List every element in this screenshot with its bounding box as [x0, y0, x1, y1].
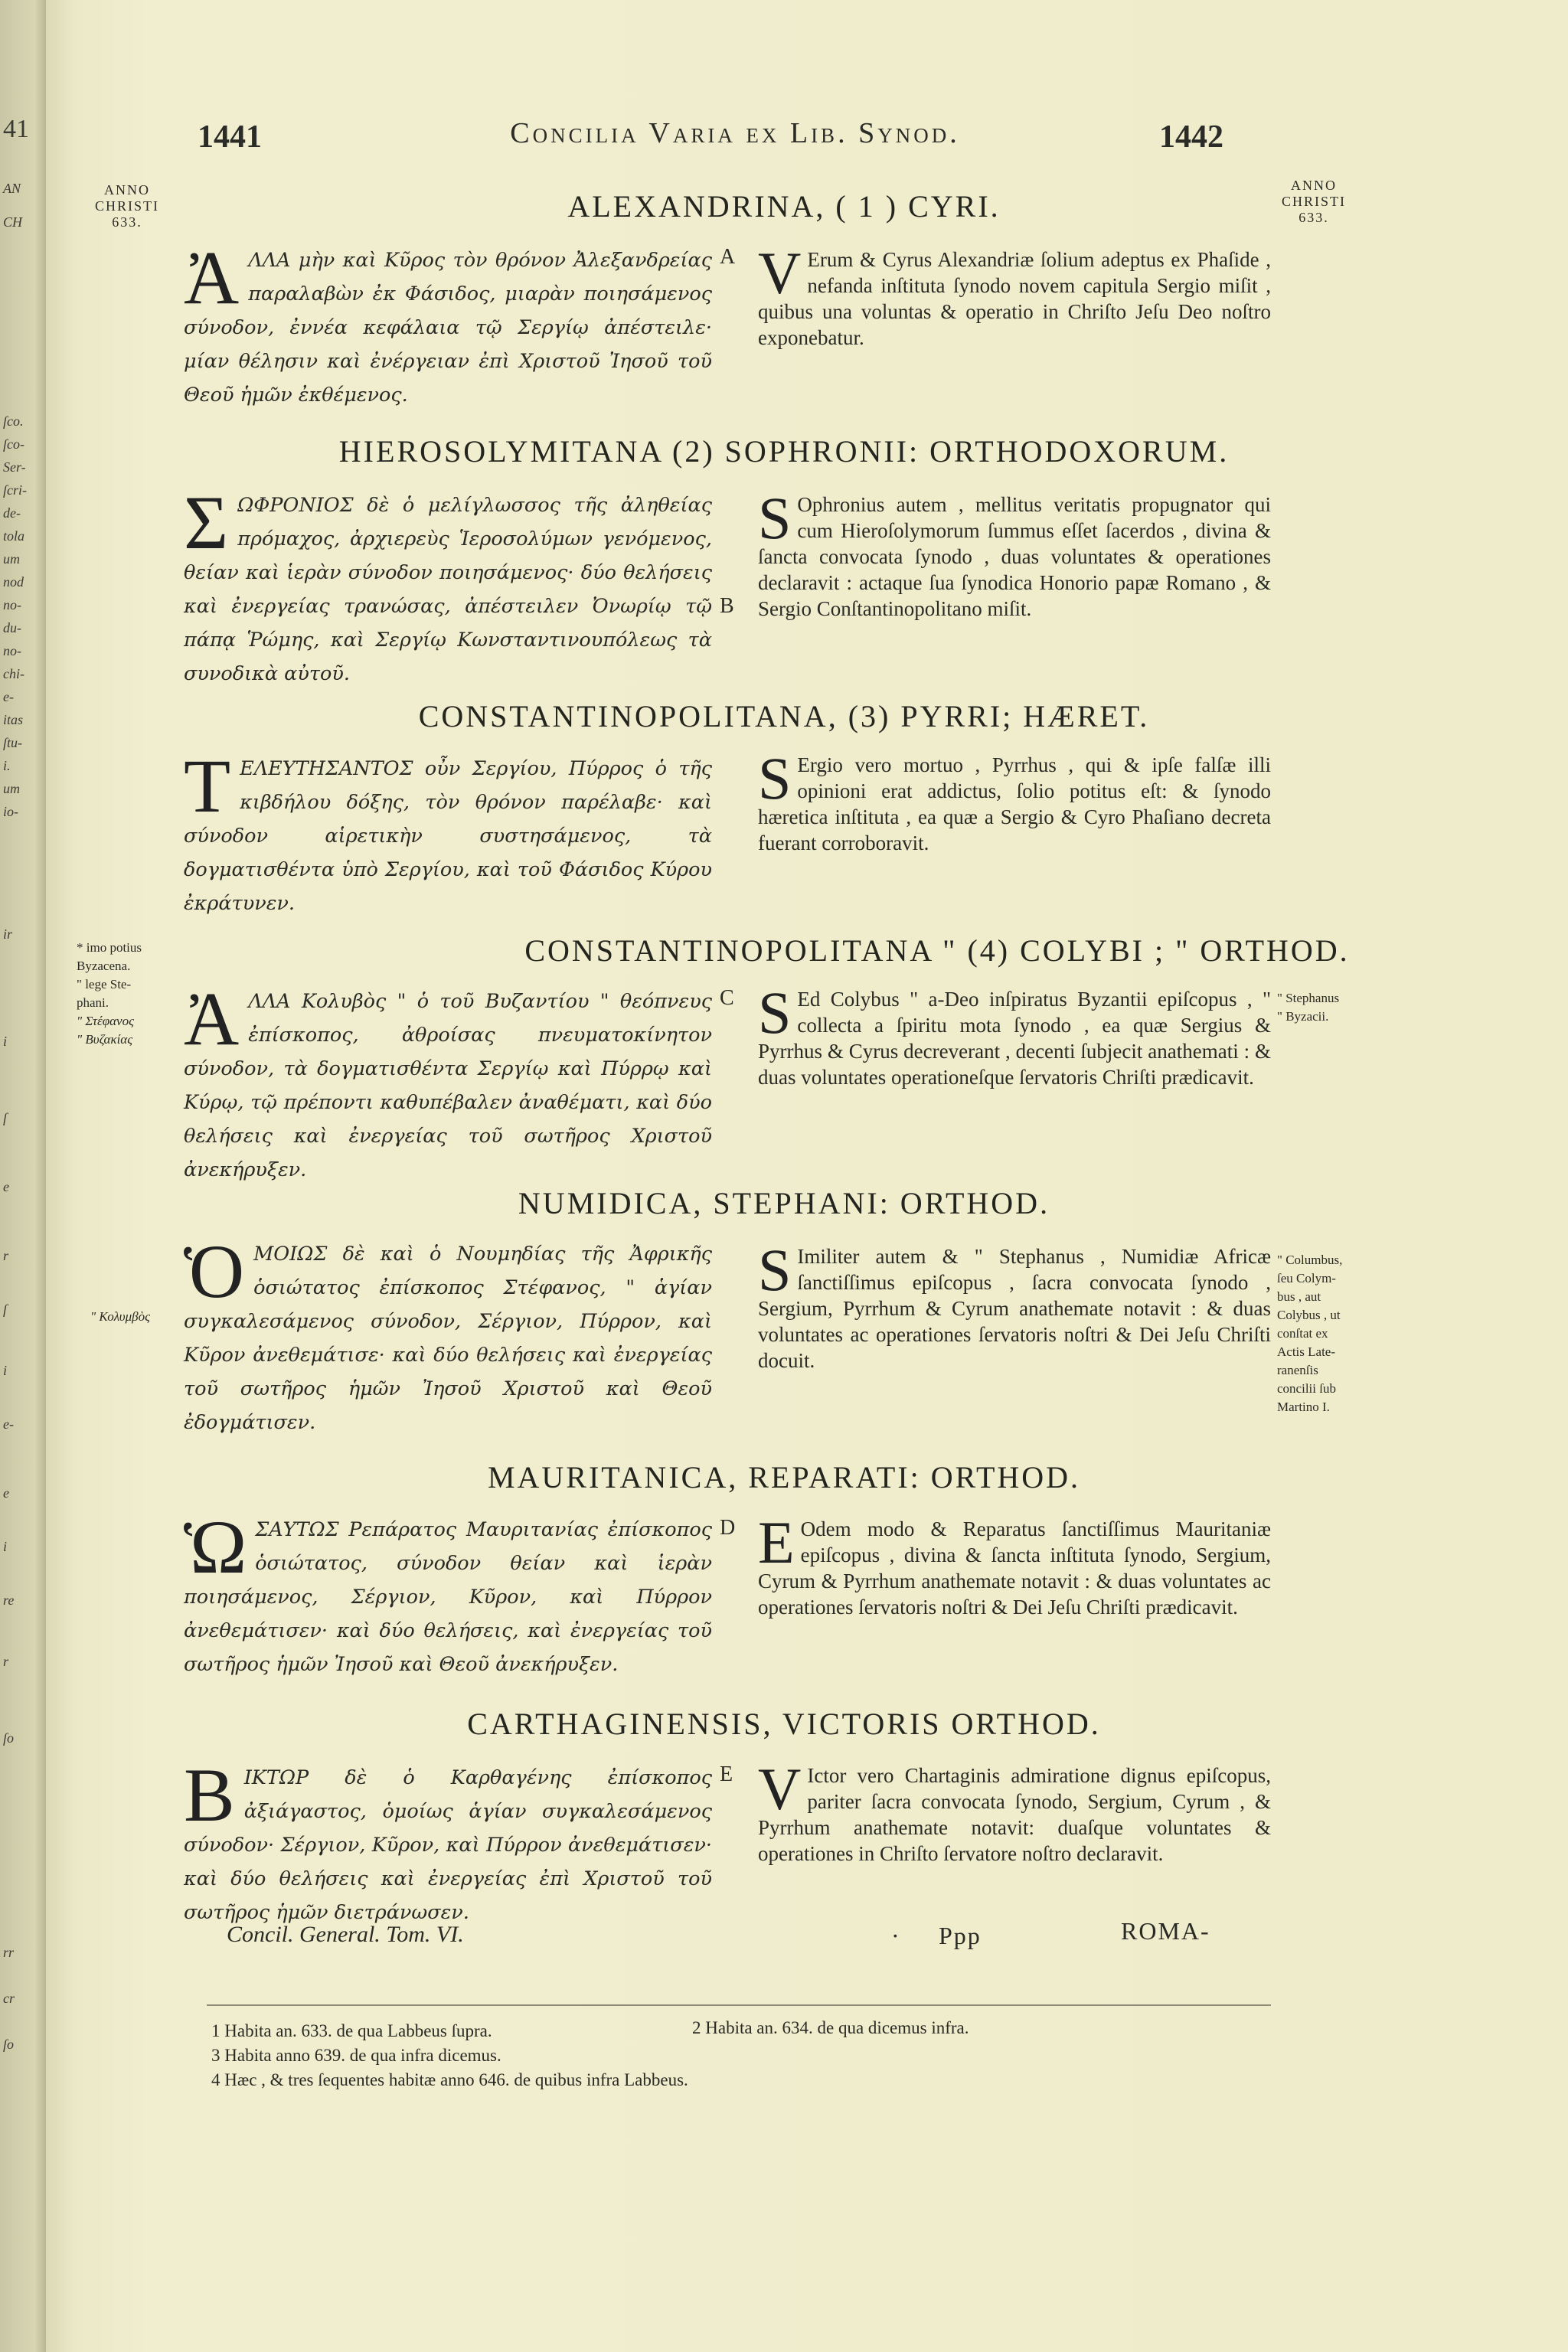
greek-text-mauritanica: [184, 1504, 712, 1681]
note-line: " Byzacii.: [1277, 1009, 1329, 1024]
greek-paragraph: ΩΦΡΟΝΙΟΣ δὲ ὁ μελίγλωσσος τῆς ἀληθείας πρόμαχος, ἀρχιερεὺς Ἱεροσολύμων γενόμενος, θείαν καὶ ἱερὰν σύνοδον ποιησάμενος· δύο θελήσεις καὶ ἐνεργείας τρανώσας, ἀπέστειλεν Ὀνωρίῳ τῷ πάπᾳ Ῥώμης, καὶ Σεργίῳ Κωνσταντινουπόλεως τὰ συνοδικὰ αὐτοῦ.: [184, 494, 712, 685]
gutter-fragment: io-: [3, 804, 18, 819]
note-line: Actis Late-: [1277, 1344, 1335, 1359]
greek-text-colybi: [184, 976, 712, 1187]
greek-text-hierosolymitana: [184, 480, 712, 691]
latin-paragraph: Odem modo & Reparatus ſanctiſſimus Mauritaniæ epiſcopus , divina & ſancta inſtituta ſynodo, Sergium, Cyrum & Pyrrhum anathemate notavit : & duas voluntates ac operationes ſervatoris noſtri & Dei Jeſu Chriſti prædicavit.: [758, 1517, 1271, 1619]
anno-year: 633.: [1298, 210, 1329, 225]
latin-drop-cap: S: [758, 979, 792, 1046]
greek-paragraph: ΛΛΑ Κολυβὸς " ὁ τοῦ Βυζαντίου " θεόπνευς ἐπίσκοπος, ἀθροίσας πνευματοκίνητον σύνοδον, τὰ δογματισθέντα Σεργίῳ καὶ Πύρρῳ καὶ Κύρῳ, τῷ πρέποντι καθυπέβαλεν ἀναθέματι, καὶ δύο θελήσεις καὶ ἐνεργείας τοῦ σωτῆρος Χριστοῦ ἀνεκήρυξεν.: [184, 990, 712, 1181]
section-heading-alexandrina: ALEXANDRINA, ( 1 ) CYRI.: [567, 189, 1001, 224]
gutter-fragment: r: [3, 1248, 9, 1263]
latin-paragraph: Imiliter autem & " Stephanus , Numidiæ Africæ ſanctiſſimus epiſcopus , ſacra convocata ſynodo , Sergium, Pyrrhum & Cyrum anathemate notavit : & duas voluntates ac operationes ſervatoris noſtri & Dei Jeſu Chriſti docuit.: [758, 1245, 1271, 1372]
footnote-4: 4 Hæc , & tres ſequentes habitæ anno 646. de quibus infra Labbeus.: [211, 2070, 688, 2089]
margin-letter-e: E: [720, 1762, 733, 1786]
gutter-fragment: e-: [3, 1416, 14, 1432]
section-heading-colybi: CONSTANTINOPOLITANA " (4) COLYBI ; " ORTHOD.: [524, 933, 1350, 968]
greek-text-carthaginensis: [184, 1753, 712, 1929]
gutter-fragment: i: [3, 1539, 8, 1554]
note-line: phani.: [77, 995, 109, 1010]
note-line: * imo potius: [77, 940, 142, 955]
greek-drop-cap: Ἀ: [184, 235, 240, 320]
greek-drop-cap: Ὡ: [184, 1504, 247, 1589]
margin-note-left-numidica: " Κολυμβὸς: [90, 1309, 151, 1324]
margin-letter-c: C: [720, 986, 734, 1010]
note-line: ranenſis: [1277, 1363, 1318, 1377]
latin-paragraph: Ed Colybus " a-Deo inſpiratus Byzantii epiſcopus , " collecta a ſpiritu mota ſynodo , ea quæ Sergius & Pyrrhus & Cyrus decreverant , decenti ſubjecit anathemati : & duas voluntates operationeſque ſervatoris Chriſti prædicavit.: [758, 988, 1271, 1089]
gutter-fragment: re: [3, 1592, 15, 1608]
latin-text-alexandrina: [758, 240, 1271, 351]
latin-drop-cap: V: [758, 1756, 802, 1822]
note-line: " lege Ste-: [77, 977, 132, 991]
note-line: " Stephanus: [1277, 991, 1340, 1005]
gutter-fragment: CH: [3, 214, 23, 230]
latin-drop-cap: E: [758, 1509, 795, 1576]
note-line: Colybus , ut: [1277, 1308, 1341, 1322]
latin-paragraph: Erum & Cyrus Alexandriæ ſolium adeptus ex Phaſide , nefanda inſtituta ſynodo novem capitula Sergio miſit , quibus una voluntas & operatio in Chriſto Jeſu Deo noſtro exponebatur.: [758, 248, 1271, 349]
note-line: Byzacena.: [77, 959, 131, 973]
anno-year: 633.: [112, 214, 142, 230]
note-line: Martino I.: [1277, 1400, 1330, 1414]
latin-paragraph: Ictor vero Chartaginis admiratione dignus epiſcopus, pariter ſacra convocata ſynodo, Sergium, Cyrum , & Pyrrhum anathemate notavit: duaſque voluntates & operationes in Chriſto ſervatore noſtro declaravit.: [758, 1764, 1271, 1865]
margin-letter-d: D: [720, 1516, 736, 1540]
catchword: ROMA-: [1121, 1917, 1210, 1945]
section-heading-carthaginensis: CARTHAGINENSIS, VICTORIS ORTHOD.: [467, 1707, 1101, 1741]
latin-text-numidica: [758, 1236, 1271, 1374]
section-heading-numidica: NUMIDICA, STEPHANI: ORTHOD.: [518, 1186, 1050, 1220]
latin-text-pyrri: [758, 745, 1271, 856]
gutter-fragment: r: [3, 1654, 9, 1669]
greek-paragraph: ΕΛΕΥΤΗΣΑΝΤΟΣ οὖν Σεργίου, Πύρρος ὁ τῆς κιβδήλου δόξης, τὸν θρόνον παρέλαβε· καὶ σύνοδον αἱρετικὴν συστησάμενος, τὰ δογματισθέντα ὑπὸ Σεργίου, καὶ τοῦ Φάσιδος Κύρου ἐκράτυνεν.: [184, 757, 712, 915]
gutter-fragment: e-: [3, 689, 14, 704]
gutter-fragment: ir: [3, 926, 13, 942]
gutter-fragment: ſco-: [3, 436, 24, 452]
gutter-fragment: Ser-: [3, 459, 26, 475]
note-line: conſtat ex: [1277, 1326, 1328, 1341]
gutter-fragment: 41: [3, 115, 29, 143]
signature-gathering: Ppp: [939, 1922, 982, 1949]
gutter-fragment: ſo: [3, 1730, 15, 1746]
gutter-fragment: um: [3, 551, 20, 567]
margin-note-left-colybi: [77, 939, 184, 1049]
gutter-fragment: tola: [3, 528, 25, 544]
gutter-fragment: i: [3, 1363, 8, 1378]
margin-note-right-colybi: [1277, 989, 1384, 1026]
latin-paragraph: Ophronius autem , mellitus veritatis propugnator qui cum Hieroſolymorum ſummus eſſet ſacerdos , divina & ſancta convocata ſynodo , duas voluntates & operationes declaravit : actaque ſua ſynodica Honorio papæ Romano , & Sergio Conſtantinopolitano miſit.: [758, 493, 1271, 620]
gutter-fragment: e: [3, 1179, 9, 1194]
latin-paragraph: Ergio vero mortuo , Pyrrhus , qui & ipſe falſæ illi opinioni erat addictus, ſolio potitus eſt: & ſynodo hæretica inſtituta , ea quæ a Sergio & Cyro Phaſiano decreta fuerant corroboravit.: [758, 753, 1271, 854]
section-heading-hierosolymitana: HIEROSOLYMITANA (2) SOPHRONII: ORTHODOXORUM.: [338, 434, 1230, 469]
section-heading-mauritanica: MAURITANICA, REPARATI: ORTHOD.: [487, 1460, 1081, 1494]
anno-label: ANNO: [1291, 178, 1337, 193]
christi-label: CHRISTI: [94, 198, 159, 214]
greek-text-numidica: [184, 1229, 712, 1439]
gutter-fragment: rr: [3, 1945, 15, 1960]
margin-letter-a: A: [720, 245, 736, 269]
greek-paragraph: ΜΟΙΩΣ δὲ καὶ ὁ Νουμηδίας τῆς Ἀφρικῆς ὁσιώτατος ἐπίσκοπος Στέφανος, " ἁγίαν συγκαλεσάμενος σύνοδον, Σέργιον, Πύρρον, καὶ Κῦρον ἀνεθεμάτισε· καὶ δύο θελήσεις καὶ ἐνεργείας τοῦ σωτῆρος ἡμῶν Ἰησοῦ Χριστοῦ καὶ Θεοῦ ἐδογμάτισεν.: [184, 1243, 712, 1434]
gutter-fragment: de-: [3, 505, 21, 521]
note-line: " Στέφανος: [77, 1014, 134, 1028]
margin-letter-b: B: [720, 594, 734, 618]
greek-drop-cap: Τ: [184, 743, 231, 828]
gutter-fragment: i: [3, 1034, 8, 1049]
signature-mark: ·: [891, 1922, 901, 1949]
latin-drop-cap: V: [758, 240, 802, 306]
gutter-fragment: chi-: [3, 666, 24, 681]
note-line: ſeu Colym-: [1277, 1271, 1336, 1285]
footnote-rule: [207, 2004, 1271, 2006]
greek-paragraph: ΛΛΑ μὴν καὶ Κῦρος τὸν θρόνον Ἀλεξανδρείας παραλαβὼν ἐκ Φάσιδος, μιαρὰν ποιησάμενος σύνοδον, ἐννέα κεφάλαια τῷ Σεργίῳ ἀπέστειλε· μίαν θέλησιν καὶ ἐνέργειαν ἐπὶ Χριστοῦ Ἰησοῦ τοῦ Θεοῦ ἡμῶν ἐκθέμενος.: [184, 249, 712, 407]
right-page-number: 1442: [1159, 119, 1223, 155]
greek-drop-cap: Σ: [184, 480, 229, 565]
gutter-fragment: e: [3, 1485, 9, 1501]
note-line: " Βυζακίας: [77, 1032, 133, 1047]
gutter-fragment: ſo: [3, 2037, 15, 2052]
gutter-fragment: ſ: [3, 1110, 8, 1125]
section-heading-pyrri: CONSTANTINOPOLITANA, (3) PYRRI; HÆRET.: [418, 699, 1150, 733]
greek-paragraph: ΣΑΥΤΩΣ Ρεπάρατος Μαυριτανίας ἐπίσκοπος ὁσιώτατος, σύνοδον θείαν καὶ ἱερὰν ποιησάμενος, Σέργιον, Κῦρον, καὶ Πύρρον ἀνεθεμάτισεν· καὶ δύο θελήσεις, καὶ ἐνεργείας τοῦ σωτῆρος ἡμῶν Ἰησοῦ καὶ Θεοῦ ἀνεκήρυξεν.: [184, 1518, 712, 1676]
greek-drop-cap: Ὁ: [184, 1229, 245, 1314]
gutter-fragment: ſtu-: [3, 735, 22, 750]
gutter-fragment: nod: [3, 574, 24, 590]
gutter-fragment: no-: [3, 597, 21, 612]
gutter-fragment: ſ: [3, 1302, 8, 1317]
latin-drop-cap: S: [758, 745, 792, 812]
latin-text-hierosolymitana: [758, 485, 1271, 622]
greek-text-pyrri: [184, 743, 712, 920]
gutter-fragment: no-: [3, 643, 21, 658]
note-line: concilii ſub: [1277, 1381, 1336, 1396]
adjacent-page-gutter: [0, 0, 46, 2352]
greek-drop-cap: Β: [184, 1753, 235, 1838]
gutter-fragment: du-: [3, 620, 21, 635]
gutter-fragment: um: [3, 781, 20, 796]
note-line: bus , aut: [1277, 1289, 1321, 1304]
greek-drop-cap: Ἀ: [184, 976, 240, 1061]
footnote-1: 1 Habita an. 633. de qua Labbeus ſupra.: [211, 2021, 492, 2040]
footnote-3: 3 Habita anno 639. de qua infra dicemus.: [211, 2046, 501, 2065]
latin-text-colybi: [758, 979, 1271, 1090]
gutter-fragment: itas: [3, 712, 24, 727]
footnote-2: 2 Habita an. 634. de qua dicemus infra.: [692, 2018, 969, 2037]
latin-drop-cap: S: [758, 485, 792, 551]
gutter-fragment: ſco.: [3, 413, 24, 429]
latin-text-carthaginensis: [758, 1756, 1271, 1867]
greek-text-alexandrina: [184, 235, 712, 412]
running-title: Concilia Varia ex Lib. Synod.: [510, 117, 960, 149]
latin-drop-cap: S: [758, 1236, 792, 1303]
margin-note-right-numidica: [1277, 1251, 1384, 1416]
gutter-fragment: AN: [3, 181, 21, 196]
christi-label: CHRISTI: [1281, 194, 1346, 209]
note-line: " Columbus,: [1277, 1253, 1343, 1267]
greek-paragraph: ΙΚΤΩΡ δὲ ὁ Καρθαγένης ἐπίσκοπος ἀξιάγαστος, ὁμοίως ἁγίαν συγκαλεσάμενος σύνοδον· Σέργιον, Κῦρον, καὶ Πύρρον ἀνεθεμάτισεν· καὶ δύο θελήσεις καὶ ἐνεργείας ἐπὶ Χριστοῦ τοῦ σωτῆρος ἡμῶν διετράνωσεν.: [184, 1766, 712, 1924]
left-page-number: 1441: [198, 119, 262, 155]
gutter-fragment: ſcri-: [3, 482, 27, 498]
gutter-fragment: i.: [3, 758, 11, 773]
gutter-fragment: cr: [3, 1991, 15, 2006]
anno-label: ANNO: [104, 182, 150, 198]
latin-text-mauritanica: [758, 1509, 1271, 1620]
signature-volume: Concil. General. Tom. VI.: [227, 1922, 464, 1947]
